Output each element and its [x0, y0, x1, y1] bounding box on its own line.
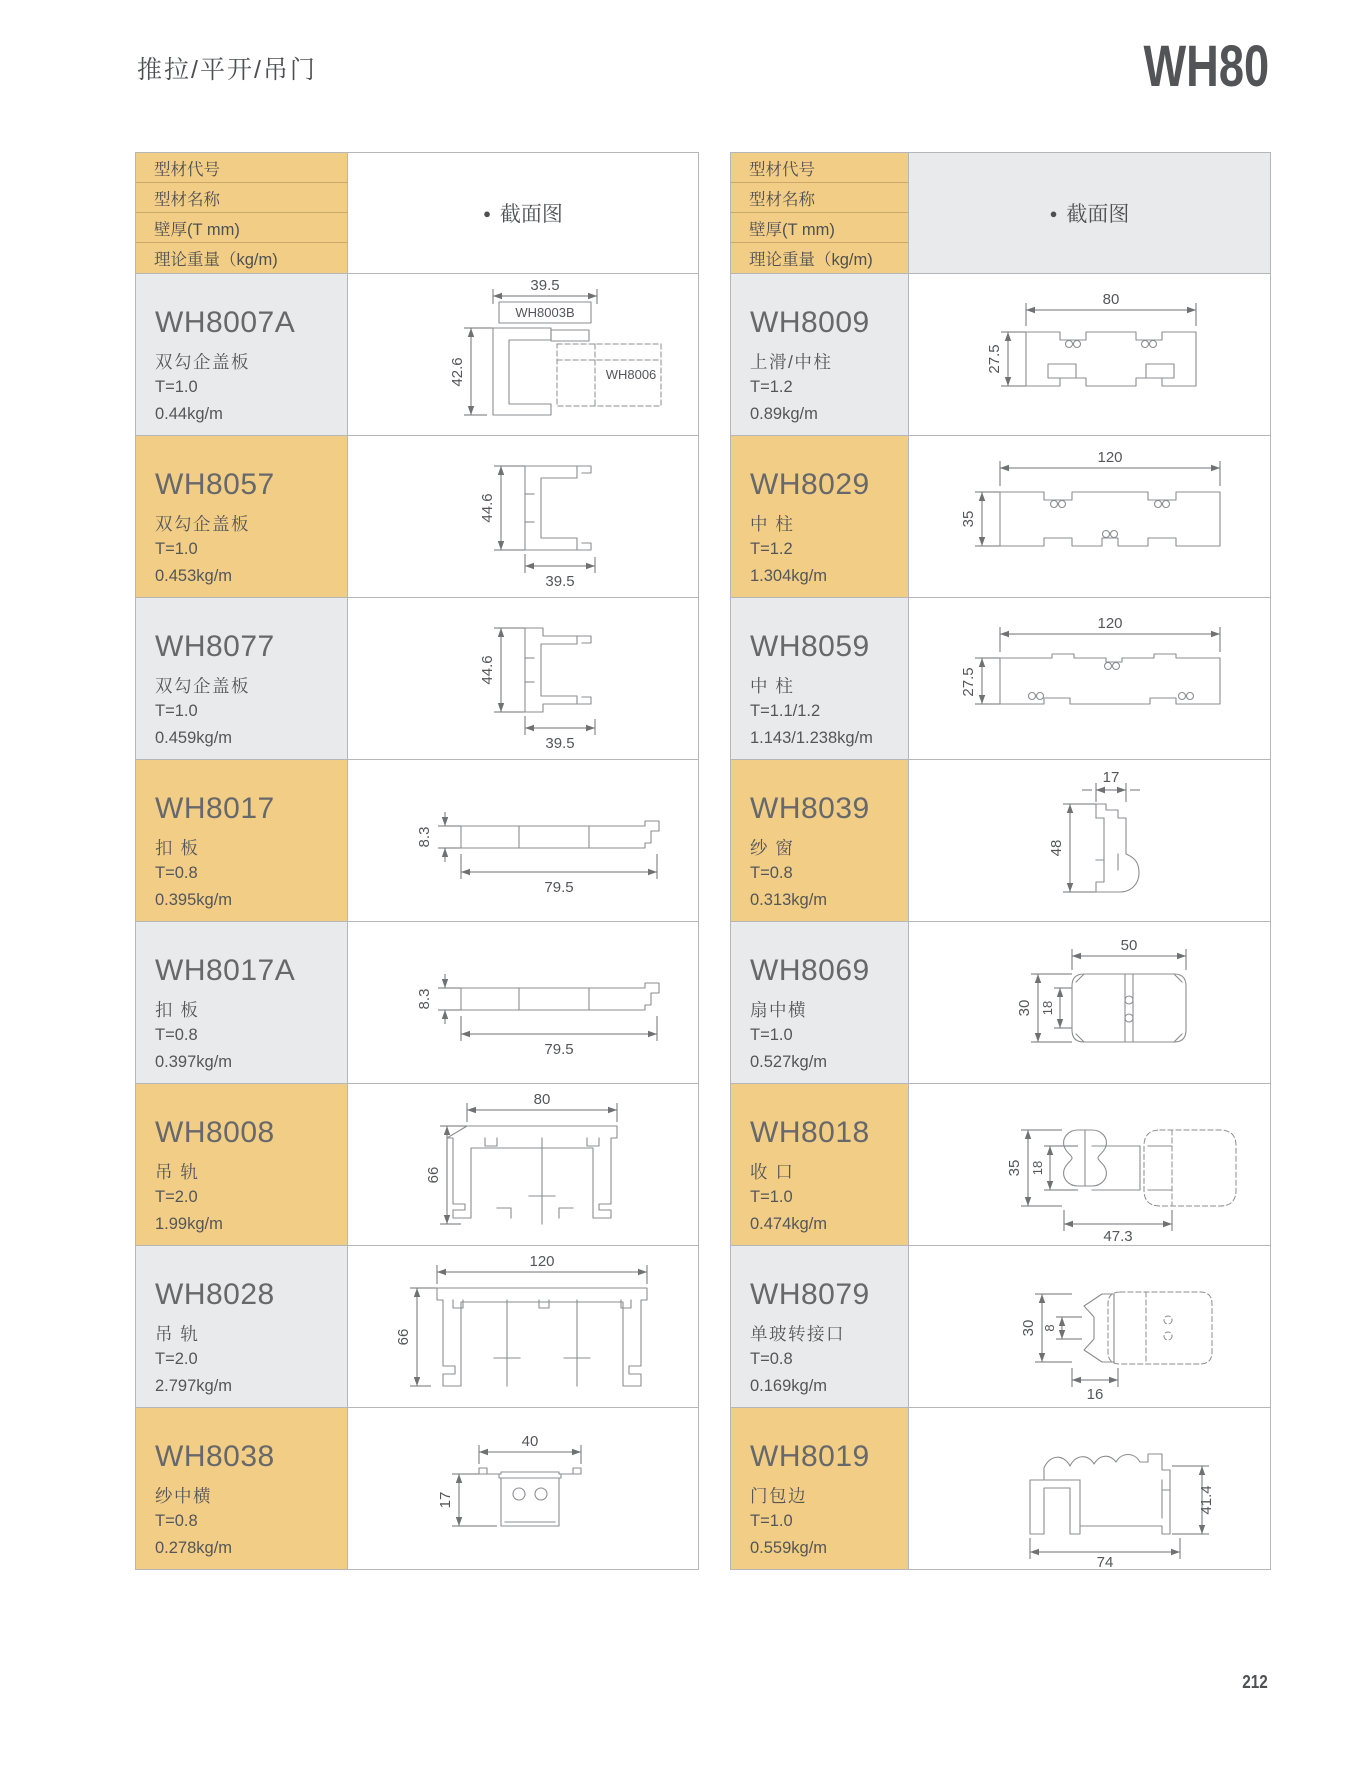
header-wall-thickness: 壁厚(T mm) [136, 213, 348, 243]
dimension-label: 42.6 [449, 357, 466, 387]
profile-drawing [910, 436, 1269, 597]
profile-drawing [349, 598, 697, 759]
theoretical-weight: 1.143/1.238kg/m [750, 729, 873, 748]
profile-diagram-cell [909, 759, 1270, 921]
wall-thickness: T=1.2 [750, 378, 793, 396]
profile-label-cell [136, 435, 348, 597]
theoretical-weight: 0.44kg/m [155, 405, 223, 424]
profile-diagram-cell [348, 273, 698, 435]
profile-code: WH8069 [750, 954, 870, 987]
dimension-label: 8.3 [416, 988, 433, 1010]
profile-code: WH8077 [155, 630, 275, 663]
profile-drawing [349, 274, 697, 435]
wall-thickness: T=0.8 [155, 1512, 198, 1530]
profile-code: WH8028 [155, 1278, 275, 1311]
dimension-label: 39.5 [545, 735, 575, 752]
theoretical-weight: 0.559kg/m [750, 1539, 828, 1558]
wall-thickness: T=0.8 [155, 1026, 198, 1044]
profile-label-cell [731, 1083, 909, 1245]
profile-drawing [910, 1246, 1269, 1407]
profile-diagram-cell [909, 273, 1270, 435]
dimension-label: 27.5 [960, 667, 977, 697]
profile-label-cell [136, 759, 348, 921]
profile-code: WH8007A [155, 306, 296, 339]
profile-name: 上滑/中柱 [750, 352, 833, 372]
dimension-label: 50 [1120, 937, 1138, 954]
dimension-label: 79.5 [544, 1041, 574, 1058]
dimension-label: 35 [1006, 1159, 1023, 1177]
theoretical-weight: 0.89kg/m [750, 405, 818, 424]
profile-name: 纱中横 [155, 1486, 212, 1506]
dimension-label: 30 [1016, 999, 1033, 1017]
profile-drawing [910, 274, 1269, 435]
profile-drawing [349, 760, 697, 921]
profile-label-cell [136, 1407, 348, 1569]
profile-diagram-cell [348, 1245, 698, 1407]
dimension-label: 74 [1096, 1554, 1114, 1569]
wall-thickness: T=0.8 [155, 864, 198, 882]
page-number: 212 [1242, 1672, 1268, 1692]
dimension-label: 80 [1102, 291, 1120, 308]
profile-drawing [910, 598, 1269, 759]
profile-drawing [910, 760, 1269, 921]
profile-code: WH8017A [155, 954, 296, 987]
profile-label-cell [136, 1245, 348, 1407]
profile-code: WH8018 [750, 1116, 870, 1149]
profile-code: WH8008 [155, 1116, 275, 1149]
profile-drawing [349, 1408, 697, 1569]
profile-name: 门包边 [750, 1486, 807, 1506]
profile-name: 扇中横 [750, 1000, 807, 1020]
wall-thickness: T=0.8 [750, 1350, 793, 1368]
section-diagram-header [909, 153, 1270, 273]
profile-label-cell [731, 597, 909, 759]
profile-drawing [349, 436, 697, 597]
dimension-label: 30 [1020, 1319, 1037, 1337]
dimension-label: 8.3 [416, 826, 433, 848]
profile-name: 中 柱 [750, 676, 795, 696]
profile-name: 纱 窗 [750, 838, 795, 858]
profile-code: WH8019 [750, 1440, 870, 1473]
theoretical-weight: 0.397kg/m [155, 1053, 233, 1072]
profile-diagram-cell [909, 921, 1270, 1083]
profile-label-cell [731, 1407, 909, 1569]
profile-name: 中 柱 [750, 514, 795, 534]
dimension-label: 18 [1030, 1160, 1045, 1176]
theoretical-weight: 0.459kg/m [155, 729, 233, 748]
dimension-label: 40 [521, 1433, 539, 1450]
theoretical-weight: 0.474kg/m [750, 1215, 828, 1234]
dimension-label: 8 [1042, 1324, 1057, 1332]
dimension-label: 39.5 [545, 573, 575, 590]
wall-thickness: T=1.1/1.2 [750, 702, 821, 720]
dimension-label: 44.6 [479, 493, 496, 523]
profile-name: 单玻转接口 [750, 1324, 845, 1344]
wall-thickness: T=0.8 [750, 864, 793, 882]
theoretical-weight: 1.304kg/m [750, 567, 828, 586]
series-title: WH80 [1143, 34, 1269, 99]
theoretical-weight: 0.169kg/m [750, 1377, 828, 1396]
profile-code: WH8009 [750, 306, 870, 339]
profile-diagram-cell [348, 921, 698, 1083]
profile-table-right [730, 152, 1271, 1570]
profile-drawing [910, 1408, 1269, 1569]
profile-label-cell [731, 759, 909, 921]
profile-code: WH8059 [750, 630, 870, 663]
profile-label-cell [136, 273, 348, 435]
profile-label-cell [731, 435, 909, 597]
profile-name: 吊 轨 [155, 1162, 200, 1182]
profile-name: 吊 轨 [155, 1324, 200, 1344]
header-profile-name: 型材名称 [731, 183, 909, 213]
dimension-label: 39.5 [530, 277, 560, 294]
dimension-label: 66 [395, 1328, 412, 1346]
profile-drawing [910, 922, 1269, 1083]
profile-name: 收 口 [750, 1162, 795, 1182]
profile-name: 双勾企盖板 [155, 676, 250, 696]
profile-label-cell [136, 597, 348, 759]
profile-name: 双勾企盖板 [155, 514, 250, 534]
profile-code: WH8038 [155, 1440, 275, 1473]
profile-diagram-cell [909, 597, 1270, 759]
wall-thickness: T=1.0 [750, 1026, 793, 1044]
profile-label-cell [731, 921, 909, 1083]
profile-label-cell [136, 1083, 348, 1245]
dimension-label: 120 [529, 1253, 555, 1270]
wall-thickness: T=1.0 [155, 702, 198, 720]
theoretical-weight: 1.99kg/m [155, 1215, 223, 1234]
dimension-label: 79.5 [544, 879, 574, 896]
dimension-label: 41.4 [1198, 1485, 1215, 1515]
section-diagram-label: 截面图 [1066, 203, 1130, 226]
header-profile-code: 型材代号 [731, 153, 909, 183]
profile-diagram-cell [348, 435, 698, 597]
profile-diagram-cell [909, 1407, 1270, 1569]
profile-diagram-cell [909, 435, 1270, 597]
wall-thickness: T=1.0 [750, 1188, 793, 1206]
dimension-label: 17 [437, 1491, 454, 1509]
theoretical-weight: 0.395kg/m [155, 891, 233, 910]
profile-name: 双勾企盖板 [155, 352, 250, 372]
bullet-icon: ● [483, 205, 491, 221]
profile-label-cell [136, 921, 348, 1083]
profile-name: 扣 板 [155, 1000, 200, 1020]
profile-code: WH8017 [155, 792, 275, 825]
profile-code: WH8029 [750, 468, 870, 501]
profile-diagram-cell [348, 1083, 698, 1245]
dimension-label: 120 [1097, 615, 1123, 632]
dimension-label: 16 [1086, 1386, 1104, 1403]
header-profile-name: 型材名称 [136, 183, 348, 213]
theoretical-weight: 0.278kg/m [155, 1539, 233, 1558]
header-wall-thickness: 壁厚(T mm) [731, 213, 909, 243]
profile-label-cell [731, 1245, 909, 1407]
profile-code: WH8079 [750, 1278, 870, 1311]
profile-diagram-cell [348, 597, 698, 759]
section-diagram-header [348, 153, 698, 273]
dimension-label: 47.3 [1103, 1228, 1133, 1245]
dimension-label: 44.6 [479, 655, 496, 685]
header-theoretical-weight: 理论重量（kg/m) [136, 243, 348, 273]
dimension-label: 120 [1097, 449, 1123, 466]
theoretical-weight: 0.313kg/m [750, 891, 828, 910]
dimension-label: 66 [425, 1166, 442, 1184]
profile-drawing [910, 1084, 1269, 1245]
wall-thickness: T=1.2 [750, 540, 793, 558]
theoretical-weight: 2.797kg/m [155, 1377, 233, 1396]
mate-part-label: WH8006 [605, 367, 657, 382]
dimension-label: 35 [960, 510, 977, 528]
page-title: 推拉/平开/吊门 [137, 56, 317, 84]
profile-drawing [349, 1084, 697, 1245]
profile-diagram-cell [348, 1407, 698, 1569]
profile-table-left [135, 152, 699, 1570]
wall-thickness: T=1.0 [155, 540, 198, 558]
profile-diagram-cell [348, 759, 698, 921]
dimension-label: 80 [533, 1091, 551, 1108]
wall-thickness: T=2.0 [155, 1350, 198, 1368]
profile-name: 扣 板 [155, 838, 200, 858]
wall-thickness: T=1.0 [750, 1512, 793, 1530]
header-theoretical-weight: 理论重量（kg/m) [731, 243, 909, 273]
dimension-label: 17 [1102, 769, 1120, 786]
profile-drawing [349, 922, 697, 1083]
bullet-icon: ● [1049, 205, 1058, 221]
profile-label-cell [731, 273, 909, 435]
part-label: WH8003B [515, 305, 575, 320]
section-diagram-label: 截面图 [499, 203, 563, 226]
dimension-label: 27.5 [986, 344, 1003, 374]
header-profile-code: 型材代号 [136, 153, 348, 183]
wall-thickness: T=2.0 [155, 1188, 198, 1206]
profile-diagram-cell [909, 1245, 1270, 1407]
theoretical-weight: 0.453kg/m [155, 567, 233, 586]
dimension-label: 48 [1048, 839, 1065, 857]
theoretical-weight: 0.527kg/m [750, 1053, 828, 1072]
profile-diagram-cell [909, 1083, 1270, 1245]
profile-drawing [349, 1246, 697, 1407]
dimension-label: 18 [1040, 1000, 1055, 1016]
profile-code: WH8057 [155, 468, 275, 501]
profile-code: WH8039 [750, 792, 870, 825]
wall-thickness: T=1.0 [155, 378, 198, 396]
